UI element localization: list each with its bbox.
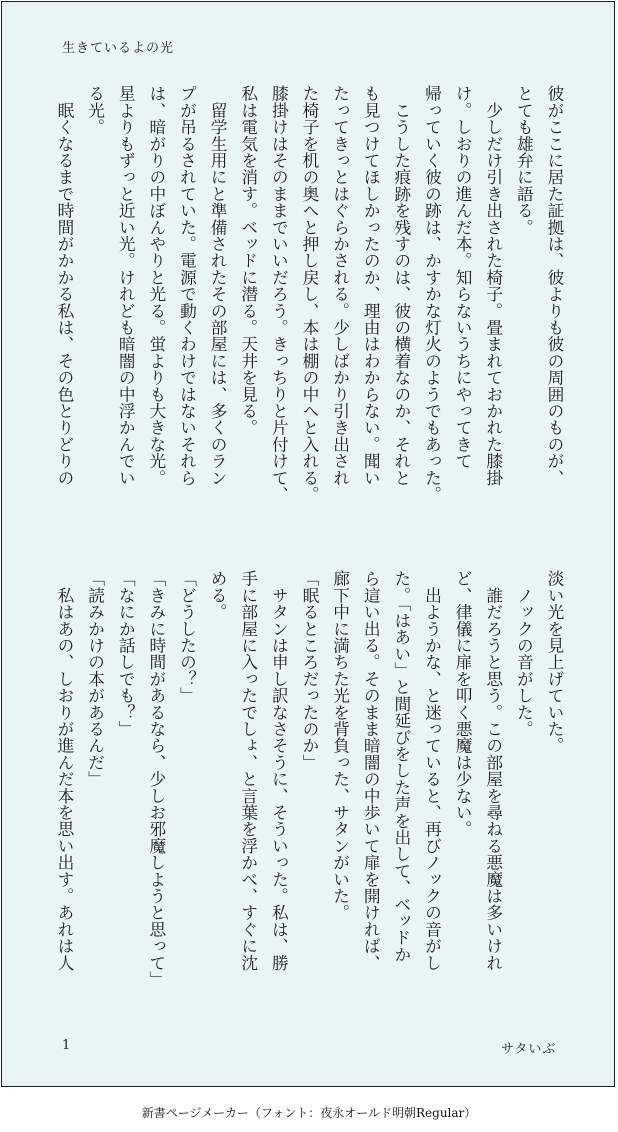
text-line: 手に部屋に入ったでしょ、と言葉を浮かべ、すぐに沈 <box>238 570 259 971</box>
text-line: 彼がここに居た証拠は、彼よりも彼の周囲のものが、 <box>545 85 565 486</box>
text-line: 誰だろうと思う。この部屋を尋ねる悪魔は多いけれ <box>483 570 504 971</box>
text-line: 廊下中に満ちた光を背負った、サタンがいた。 <box>330 570 351 921</box>
text-line: める。 <box>208 570 229 621</box>
text-line: 留学生用にと準備されたその部屋には、多くのラン <box>208 85 229 486</box>
text-line: 「きみに時間があるなら、少しお邪魔しようと思って」 <box>146 570 167 988</box>
text-line: 眠くなるまで時間がかかる私は、その色とりどりの <box>55 85 75 486</box>
text-line: ど、律儀に扉を叩く悪魔は少ない。 <box>453 570 474 838</box>
lower-text-block <box>54 570 566 1020</box>
text-line: た。「はあい」と間延びをした声を出して、ベッドか <box>391 570 412 963</box>
page-number: 1 <box>62 1038 71 1053</box>
text-line: た椅子を机の奥へと押し戻し、本は棚の中へと入れる。 <box>300 85 320 503</box>
author-name: サタいぶ <box>501 1042 557 1057</box>
text-line: 私はあの、しおりが進んだ本を思い出す。あれは人 <box>55 570 75 971</box>
text-line: 星よりもずっと近い光。けれども暗闇の中浮かんでい <box>116 85 137 486</box>
text-line: サタンは申し訳なさそうに、そういった。私は、勝 <box>269 570 290 971</box>
text-line: 「眠るところだったのか」 <box>300 570 320 771</box>
text-line: 淡い光を見上げていた。 <box>545 570 565 754</box>
text-line: ノックの音がした。 <box>514 570 535 737</box>
text-line: とても雄弁に語る。 <box>514 85 535 236</box>
text-line: 「どうしたの？」 <box>177 570 198 704</box>
book-page <box>1 1 615 1087</box>
upper-text-block <box>54 85 566 535</box>
text-line: 「なにか話しでも？」 <box>116 570 137 737</box>
generator-credit: 新書ページメーカー（フォント：夜永オールド明朝Regular） <box>141 1106 477 1120</box>
text-line: も見つけてほしかったのか、理由はわからない。聞い <box>361 85 382 486</box>
text-line: 膝掛けはそのままでいいだろう。きっちりと片付けて、 <box>269 85 290 503</box>
text-line: け。しおりの進んだ本。知らないうちにやってきて <box>453 85 474 470</box>
text-line: 少しだけ引き出された椅子。畳まれておかれた膝掛 <box>483 85 504 486</box>
text-line: こうした痕跡を残すのは、彼の横着なのか、それと <box>391 85 412 486</box>
text-line: ら這い出る。そのまま暗闇の中歩いて扉を開ければ、 <box>361 570 382 971</box>
text-line: 私は電気を消す。ベッドに潜る。天井を見る。 <box>238 85 259 436</box>
running-title: 生きているよの光 <box>62 41 175 56</box>
text-line: 帰っていく彼の跡は、かすかな灯火のようでもあった。 <box>422 85 443 503</box>
text-line: る光。 <box>85 85 106 136</box>
text-line: 「読みかけの本があるんだ」 <box>85 570 106 788</box>
text-line: たってきっとはぐらかされる。少しばかり引き出され <box>330 85 351 486</box>
text-line: 出ようかな、と迷っていると、再びノックの音がし <box>422 570 443 971</box>
text-line: は、暗がりの中ぼんやりと光る。蛍よりも大きな光。 <box>146 85 167 486</box>
text-line: プが吊るされていた。電源で動くわけではないそれら <box>177 85 198 486</box>
